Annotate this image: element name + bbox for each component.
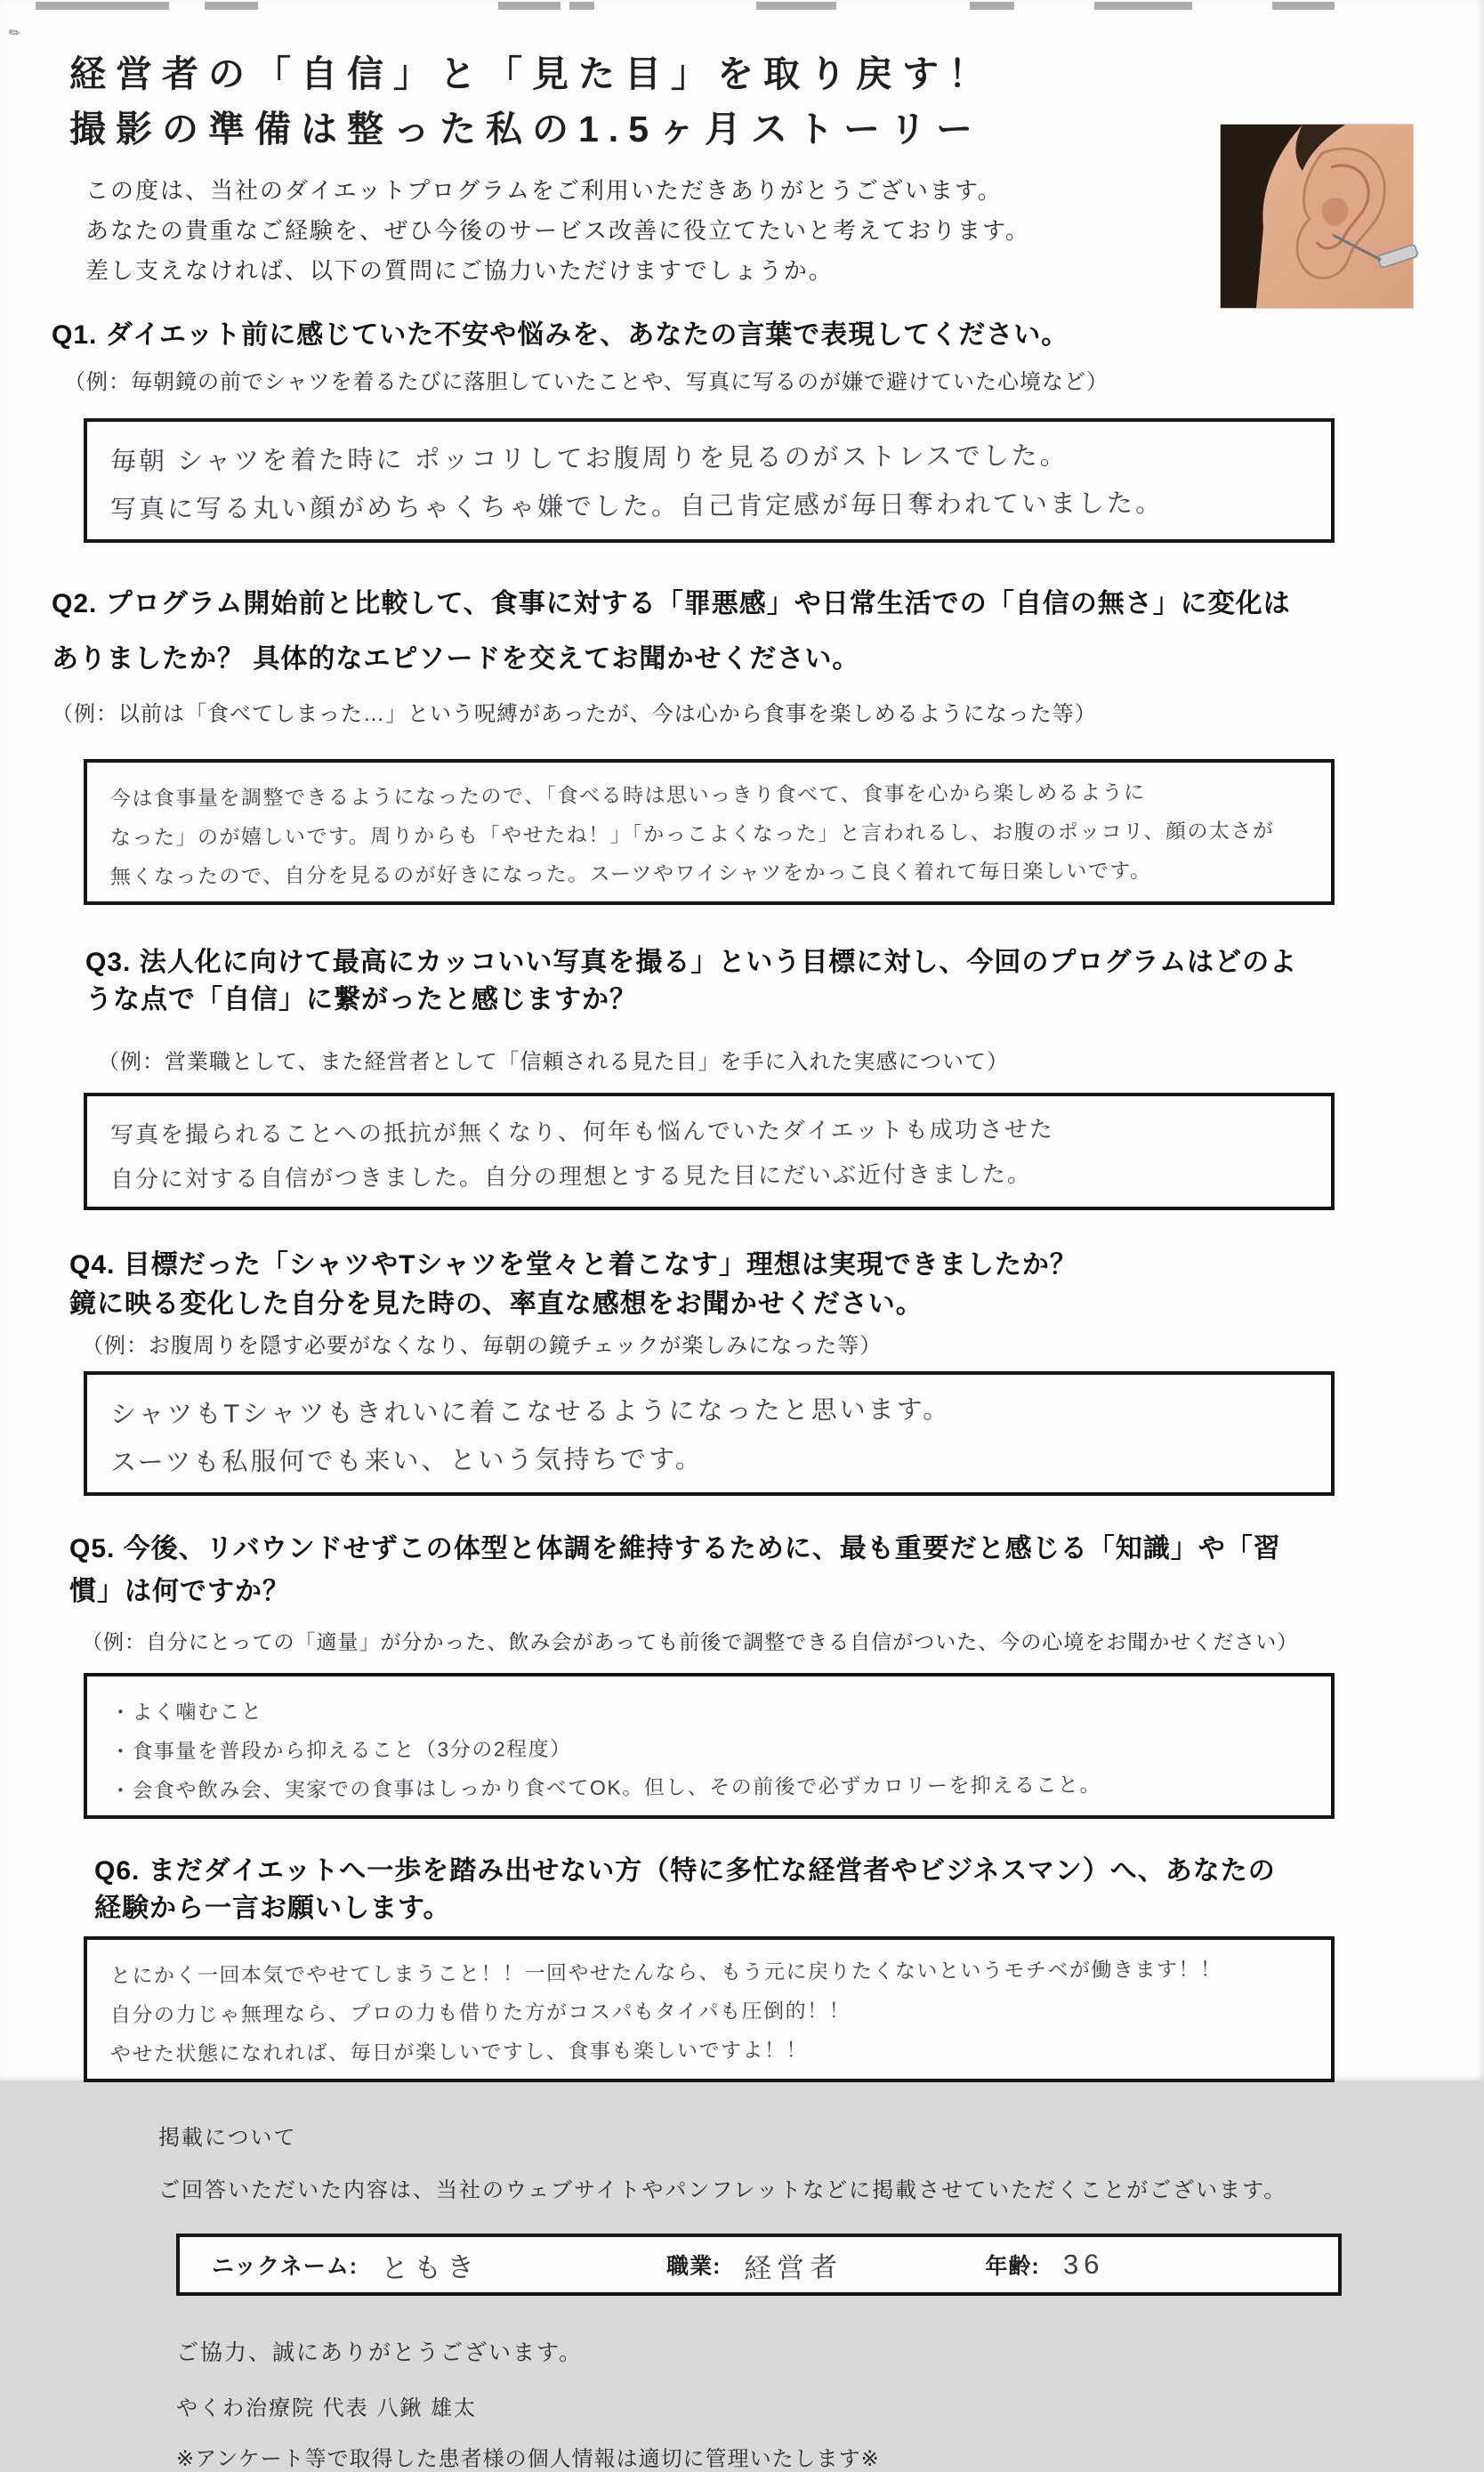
q6-answer-box: [84, 1936, 1335, 2082]
q6-heading-line2: 経験から一言お願いします。: [94, 1894, 451, 1923]
question-block-q6: [52, 1853, 1484, 2082]
handwriting-line: とにかく一回本気でやせてしまうこと！！一回やせたんなら、もう元に戻りたくないというモチベが働きます！！: [109, 1957, 1222, 1988]
privacy-note: ※アンケート等で取得した患者様の個人情報は適切に管理いたします※: [176, 2447, 880, 2471]
question-block-q3: [52, 944, 1484, 1210]
handwriting-line: 毎朝 シャツを着た時に ポッコリしてお腹周りを見るのがストレスでした。: [109, 441, 1069, 477]
handwriting-line: シャツもTシャツもきれいに着こなせるようになったと思います。: [109, 1395, 952, 1430]
q5-heading: [69, 1528, 1484, 1613]
q4-heading-line1: Q4. 目標だった「シャツやTシャツを堂々と着こなす」理想は実現できましたか？: [69, 1250, 1077, 1280]
question-block-q4: [52, 1246, 1484, 1496]
page-title-line2: 撮影の準備は整った私の1.5ヶ月ストーリー: [69, 109, 982, 149]
q5-heading-line1: Q5. 今後、リバウンドせずこの体型と体調を維持するために、最も重要だと感じる「知識」や「習: [69, 1534, 1281, 1563]
respondent-info-box: [176, 2234, 1342, 2296]
scan-edge-artifacts: [0, 2, 1484, 14]
question-block-q5: [52, 1528, 1484, 1819]
q5-example: （例：自分にとっての「適量」が分かった、飲み会があっても前後で調整できる自信がついた、今の心境をお聞かせください）: [82, 1630, 1299, 1653]
q3-answer-box: [84, 1093, 1335, 1210]
ear-photo: [1221, 125, 1413, 308]
q5-answer-box: [84, 1673, 1335, 1819]
q2-heading-line2: ありましたか？ 具体的なエピソードを交えてお聞かせください。: [52, 644, 860, 674]
q1-answer-box: [84, 418, 1335, 543]
question-block-q2: [52, 577, 1484, 905]
age-label: 年齢:: [985, 2254, 1040, 2279]
q3-heading-line1: Q3. 法人化に向けて最高にカッコいい写真を撮る」という目標に対し、今回のプログラムはどのよ: [85, 948, 1298, 977]
thanks-text: ご協力、誠にありがとうございます。: [176, 2340, 584, 2365]
q4-example: （例：お腹周りを隠す必要がなくなり、毎朝の鏡チェックが楽しみになった等）: [82, 1334, 883, 1358]
q2-example: （例：以前は「食べてしまった…」という呪縛があったが、今は心から食事を楽しめるようになった等）: [52, 702, 1097, 726]
clinic-signature: やくわ治療院 代表 八鍬 雄太: [176, 2396, 478, 2420]
q4-heading: [69, 1246, 1484, 1324]
publication-body: ご回答いただいた内容は、当社のウェブサイトやパンフレットなどに掲載させていただくことがございます。: [158, 2178, 1287, 2202]
q2-answer-box: [84, 759, 1335, 905]
q4-heading-line2: 鏡に映る変化した自分を見た時の、率直な感想をお聞かせください。: [69, 1289, 923, 1319]
q3-heading-line2: うな点で「自信」に繋がったと感じますか？: [85, 985, 637, 1014]
handwriting-line: やせた状態になれれば、毎日が楽しいですし、食事も楽しいですよ！！: [109, 2038, 809, 2066]
pen-mark-icon: ✎: [5, 23, 24, 43]
question-block-q1: [52, 312, 1484, 543]
handwriting-line: 自分の力じゃ無理なら、プロの力も借りた方がコスパもタイパも圧倒的！！: [109, 1999, 851, 2027]
handwriting-line: 無くなったので、自分を見るのが好きになった。スーツやワイシャツをかっこ良く着れて毎日楽しいです。: [109, 858, 1152, 889]
intro-line: あなたの貴重なご経験を、ぜひ今後のサービス改善に役立てたいと考えております。: [85, 217, 1030, 244]
q1-heading: Q1. ダイエット前に感じていた不安や悩みを、あなたの言葉で表現してください。: [52, 320, 1069, 350]
job-value: 経営者: [744, 2250, 843, 2284]
q3-heading: [85, 944, 1484, 1019]
handwriting-line: 写真を撮られることへの抵抗が無くなり、何年も悩んでいたダイエットも成功させた: [109, 1115, 1054, 1149]
q1-example: （例：毎朝鏡の前でシャツを着るたびに落胆していたことや、写真に写るのが嫌で避けていた心境など）: [64, 370, 1109, 394]
page-title-line1: 経営者の「自信」と「見た目」を取り戻す！: [69, 53, 995, 94]
publication-title: 掲載について: [158, 2126, 297, 2150]
q6-heading: [94, 1853, 1484, 1927]
nickname-label: ニックネーム:: [212, 2254, 359, 2279]
q6-heading-line1: Q6. まだダイエットへ一歩を踏み出せない方（特に多忙な経営者やビジネスマン）へ、あなたの: [94, 1856, 1276, 1886]
nickname-value: ともき: [380, 2250, 480, 2284]
intro-line: この度は、当社のダイエットプログラムをご利用いただきありがとうございます。: [85, 177, 1003, 204]
handwriting-line: ・食事量を普段から抑えること（3分の2程度）: [109, 1736, 572, 1764]
handwriting-line: 今は食事量を調整できるようになったので、「食べる時は思いっきり食べて、食事を心から楽しめるように: [109, 780, 1146, 811]
q2-heading: [52, 577, 1484, 687]
handwriting-line: ・よく噛むこと: [109, 1700, 263, 1725]
job-label: 職業:: [666, 2254, 722, 2279]
q3-example: （例：営業職として、また経営者として「信頼される見た目」を手に入れた実感について）: [98, 1050, 1010, 1074]
age-value: 36: [1062, 2248, 1105, 2281]
intro-line: 差し支えなければ、以下の質問にご協力いただけますでしょうか。: [85, 257, 834, 284]
handwriting-line: スーツも私服何でも来い、という気持ちです。: [109, 1445, 704, 1478]
handwriting-line: 写真に写る丸い顔がめちゃくちゃ嫌でした。自己肯定感が毎日奪われていました。: [109, 489, 1165, 525]
handwriting-line: ・会食や飲み会、実家での食事はしっかり食べてOK。但し、その前後で必ずカロリーを抑えること。: [109, 1773, 1102, 1803]
handwriting-line: 自分に対する自信がつきました。自分の理想とする見た目にだいぶ近付きました。: [109, 1159, 1033, 1193]
q2-heading-line1: Q2. プログラム開始前と比較して、食事に対する「罪悪感」や日常生活での「自信の無さ」に変化は: [52, 589, 1291, 618]
q5-heading-line2: 慣」は何ですか？: [69, 1577, 290, 1606]
q4-answer-box: [84, 1371, 1335, 1496]
handwriting-line: なった」のが嬉しいです。周りからも「やせたね！」「かっこよくなった」と言われるし、お腹のポッコリ、顔の太さが: [109, 819, 1275, 850]
